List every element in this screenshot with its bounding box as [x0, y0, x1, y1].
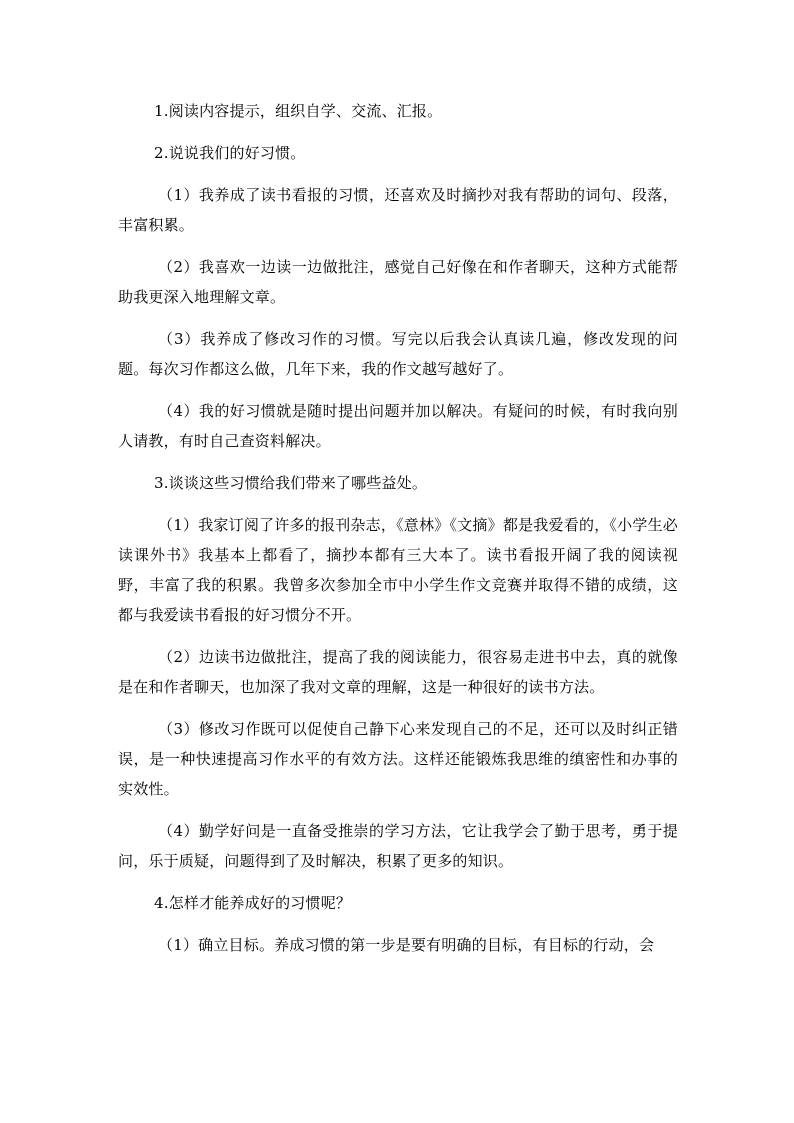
paragraph-habit-3: （3）我养成了修改习作的习惯。写完以后我会认真读几遍，修改发现的问题。每次习作都这么做，几年下来，我的作文越写越好了。: [118, 330, 678, 378]
paragraph-habit-1: （1）我养成了读书看报的习惯，还喜欢及时摘抄对我有帮助的词句、段落，丰富积累。: [118, 186, 678, 234]
paragraph-step-4: 4.怎样才能养成好的习惯呢？: [154, 894, 352, 912]
paragraph-benefit-2: （2）边读书边做批注，提高了我的阅读能力，很容易走进书中去，真的就像是在和作者聊天，也加深了我对文章的理解，这是一种很好的读书方法。: [118, 648, 678, 696]
document-body: [118, 96, 678, 972]
paragraph-benefit-4: （4）勤学好问是一直备受推崇的学习方法，它让我学会了勤于思考，勇于提问，乐于质疑，问题得到了及时解决，积累了更多的知识。: [118, 822, 678, 870]
paragraph-benefit-3: （3）修改习作既可以促使自己静下心来发现自己的不足，还可以及时纠正错误，是一种快速提高习作水平的有效方法。这样还能锻炼我思维的缜密性和办事的实效性。: [118, 720, 678, 798]
paragraph-method-1: （1）确立目标。养成习惯的第一步是要有明确的目标，有目标的行动，会: [158, 936, 655, 954]
paragraph-step-1: 1.阅读内容提示，组织自学、交流、汇报。: [154, 102, 443, 120]
paragraph-step-3: 3.谈谈这些习惯给我们带来了哪些益处。: [154, 474, 428, 492]
paragraph-benefit-1: （1）我家订阅了许多的报刊杂志，《意林》《文摘》都是我爱看的，《小学生必读课外书》我基本上都看了，摘抄本都有三大本了。读书看报开阔了我的阅读视野，丰富了我的积累。我曾多次参加全市中小学生作文竞赛并取得不错的成绩，这都与我爱读书看报的好习惯分不开。: [118, 516, 678, 624]
paragraph-step-2: 2.说说我们的好习惯。: [154, 144, 306, 162]
paragraph-habit-2: （2）我喜欢一边读一边做批注，感觉自己好像在和作者聊天，这种方式能帮助我更深入地理解文章。: [118, 258, 678, 306]
paragraph-habit-4: （4）我的好习惯就是随时提出问题并加以解决。有疑问的时候，有时我向别人请教，有时自己查资料解决。: [118, 402, 678, 450]
